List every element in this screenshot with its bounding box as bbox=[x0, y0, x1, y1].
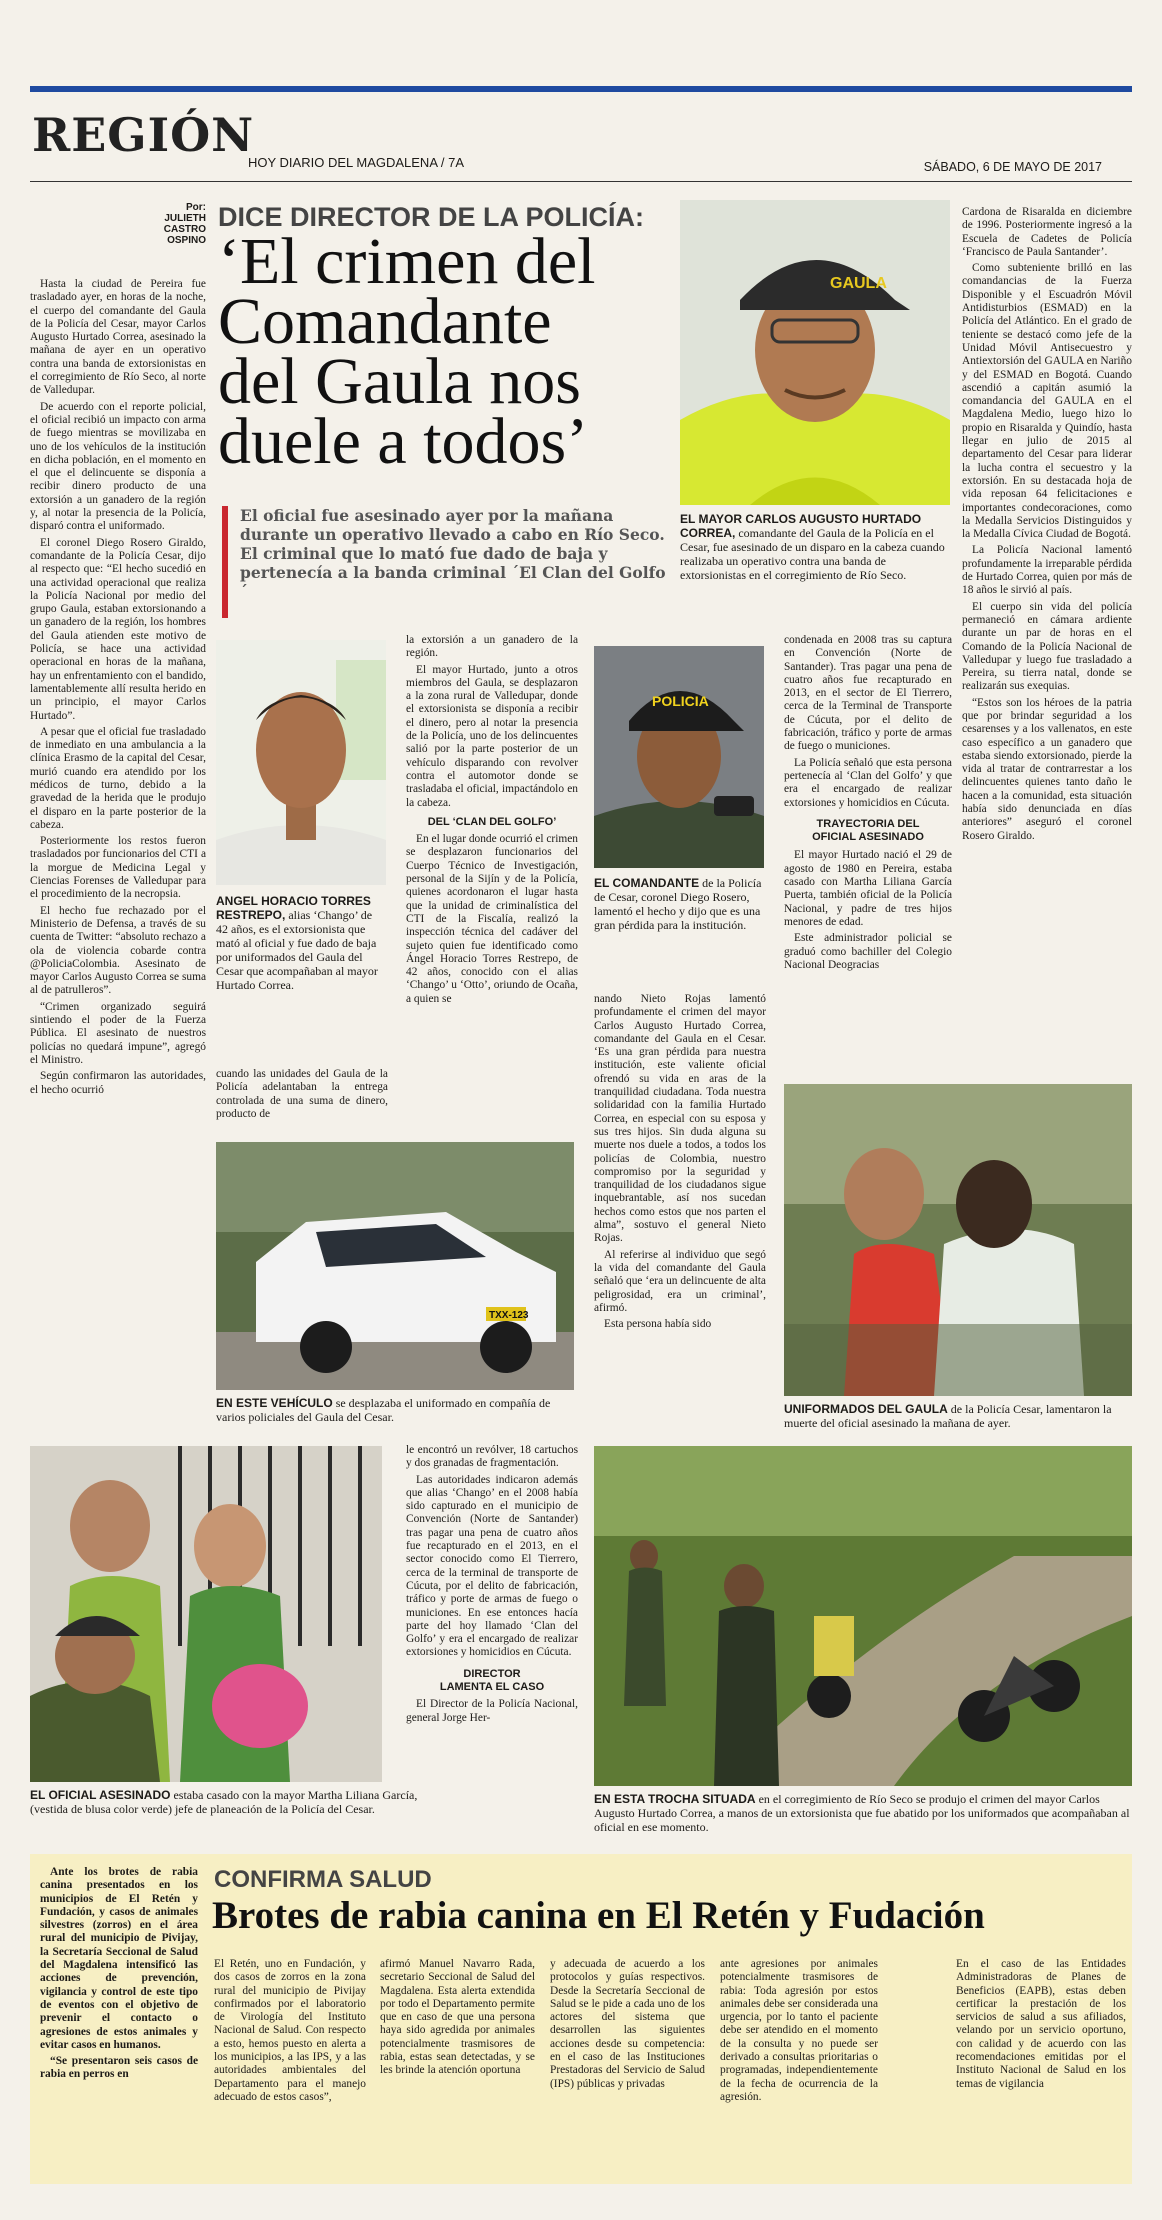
headline-line: del Gaula nos bbox=[218, 345, 581, 418]
paragraph: “Estos son los héroes de la patria que por brindar seguridad a los cesarenses y a los vallenatos, en este caso específico a un ganadero que estaba siendo extorsionado, pierde la vida al tratar de contrarrestar a los delincuentes quienes tanto daño le hacen a la comunidad, esta situación había sido denunciada en días anteriores” aseguró el coronel Rosero Giraldo. bbox=[962, 696, 1132, 842]
paragraph: Hasta la ciudad de Pereira fue trasladado ayer, en horas de la noche, el cuerpo del comandante del Gaula de la Policía del Cesar, mayor Carlos Augusto Hurtado Correa, asesinado la mañana de ayer en un operativo contra una banda de extorsionistas en el corregimiento de Río Seco, al norte de Valledupar. bbox=[30, 278, 206, 397]
rabia-column-2: afirmó Manuel Navarro Rada, secretario Seccional de Salud del Magdalena. Esta alerta extendida por todo el Departamento permite que en caso de que una persona haya sido agredida por animales potencialmente trasmisores de rabia, estas sean detectadas, y se les brinde la atención oportuna bbox=[380, 1958, 535, 2077]
paragraph: la extorsión a un ganadero de la región. bbox=[406, 634, 578, 660]
rabia-headline: Brotes de rabia canina en El Retén y Fudación bbox=[212, 1894, 985, 1937]
paragraph: Cardona de Risaralda en diciembre de 1996. Posteriormente ingresó a la Escuela de Cadetes de Policía ‘Francisco de Paula Santander’. bbox=[962, 206, 1132, 258]
paragraph: cuando las unidades del Gaula de la Policía adelantaban la entrega controlada de una suma de dinero, producto de bbox=[216, 1068, 388, 1120]
subhead-line: TRAYECTORIA DEL bbox=[816, 817, 920, 830]
paragraph: Este administrador policial se graduó como bachiller del Colegio Nacional Deogracias bbox=[784, 932, 952, 971]
body-column-2b bbox=[216, 1068, 388, 1124]
caption-text: se desplazaba el uniformado en compañía de varios policiales del Gaula del Cesar. bbox=[216, 1396, 551, 1424]
paragraph: A pesar que el oficial fue trasladado de inmediato en una ambulancia a la clínica Erasmo de la capital del Cesar, murió cuando era atendido por los médicos de turno, debido a la gravedad de la herida que le produjo el disparo en la parte posterior de la cabeza. bbox=[30, 725, 206, 831]
headline bbox=[218, 225, 596, 478]
paragraph: Las autoridades indicaron además que alias ‘Chango’ en el 2008 había sido capturado en el municipio de Convención (Norte de Santander) tras pagar una pena de cuatro años fue recapturado en el 2013, en el sector conocido como El Tierrero, cerca de la terminal de transporte de Cúcuta, por el delito de fabricación, tráfico y porte de armas de fuego o municiones. En ese entonces hacía parte del hoy llamado ‘Clan del Golfo’ y era el encargado de realizar extorsiones y homicidios en Cúcuta. bbox=[406, 1473, 578, 1659]
paragraph: Posteriormente los restos fueron trasladados por funcionarios del CTI a la morgue de Medicina Legal y Ciencias Forenses de Valledupar para el procedimiento de la necropsia. bbox=[30, 835, 206, 901]
cap-lettering: POLICIA bbox=[652, 693, 709, 709]
caption-text: estaba casado con la mayor Martha Liliana García, (vestida de blusa color verde) jefe de planeación de la Policía del Cesar. bbox=[30, 1788, 418, 1816]
body-column-6 bbox=[962, 206, 1132, 846]
rabia-column-3: y adecuada de acuerdo a los protocolos y guías respectivos. Desde la Secretaría Seccional de Salud se le pide a cada uno de los actores del sistema que desarrollen las siguientes acciones desde su competencia: en el caso de las Instituciones Prestadoras del Servicio de Salud (IPS) públicas y privadas bbox=[550, 1958, 705, 2090]
caption-lead: EN ESTA TROCHA SITUADA bbox=[594, 1792, 756, 1806]
caption-lead: EL OFICIAL ASESINADO bbox=[30, 1788, 171, 1802]
photo-mayor bbox=[680, 200, 950, 505]
byline-line: CASTRO bbox=[163, 224, 206, 235]
caption-text: comandante del Gaula de la Policía en el Cesar, fue asesinado de un disparo en la cabeza cuando realizaba un operativo contra una banda de extorsionistas en el corregimiento de Río Seco. bbox=[680, 526, 945, 582]
issue-date: SÁBADO, 6 DE MAYO DE 2017 bbox=[923, 160, 1102, 174]
byline bbox=[156, 202, 206, 246]
caption-oficial bbox=[30, 1788, 425, 1816]
paragraph: nando Nieto Rojas lamentó profundamente el crimen del mayor Carlos Augusto Hurtado Correa, comandante del Gaula en el Cesar. ‘Es una gran pérdida para nuestra institución, este valiente oficial ofrendó su vida en aras de la tranquilidad ciudadana. Toda nuestra solidaridad con la familia Hurtado Correa, en especial con su esposa y sus tres hijos. Sin duda alguna su muerte nos duele a todos, a todos los policías de Colombia, nuestro compromiso por la seguridad y tranquilidad de los ciudadanos sigue inquebrantable, así nos sucedan hechos como estos que nos parten el alma”, sostuvo el general Nieto Rojas. bbox=[594, 993, 766, 1245]
paragraph: Según confirmaron las autoridades, el hecho ocurrió bbox=[30, 1070, 206, 1096]
paragraph: El cuerpo sin vida del policía permaneció en cámara ardiente durante un par de horas en el Comando de la Policía Nacional de Valledupar y luego fue trasladado a Pereira, su tierra natal, donde se realizarán sus exequias. bbox=[962, 600, 1132, 693]
subhead bbox=[406, 1668, 578, 1695]
paragraph: La Policía Nacional lamentó profundamente la irreparable pérdida de Hurtado Correa, quien por más de 18 años le sirvió al país. bbox=[962, 544, 1132, 597]
body-column-3 bbox=[406, 634, 578, 1009]
subhead-line: OFICIAL ASESINADO bbox=[812, 831, 924, 844]
subhead: DEL ‘CLAN DEL GOLFO’ bbox=[427, 815, 557, 828]
photo-angel bbox=[216, 640, 386, 885]
body-column-4 bbox=[594, 993, 766, 1334]
rabia-column-1: El Retén, uno en Fundación, y dos casos de zorros en la zona rural del municipio de Pivijay confirmados por el laboratorio de Virología del Instituto Nacional de Salud. Con respecto a esto, hemos puesto en alerta a los municipios, a las IPS, y a las autoridades ambientales del Departamento para el manejo adecuado de estos casos”, bbox=[214, 1958, 366, 2103]
caption-text: de la Policía de Cesar, coronel Diego Rosero, lamentó el hecho y dijo que es una gran pérdida para la institución. bbox=[594, 876, 762, 932]
subhead bbox=[784, 818, 952, 845]
section-title: REGIÓN bbox=[32, 108, 255, 162]
paragraph: Como subteniente brilló en las comandancias de la Fuerza Disponible y el Escuadrón Móvil Antidisturbios (ESMAD) en la Policía del Atlántico. En el grado de teniente se destacó como jefe de la Unidad Móvil Antisecuestro y Antiextorsión del GAULA en Nariño y del ESMAD en Bogotá. Cuando ascendió a capitán asumió la comandancia del GAULA en el Magdalena Medio, luego hizo lo propio en Risaralda y Quindío, hasta llegar en julio de 2015 al departamento del Cesar para liderar la lucha contra el secuestro y la extorsión. En su destacada hoja de vida reposan 64 felicitaciones e importantes condecoraciones, como la Medalla Servicios Distinguidos y la Medalla Cívica Ciudad de Bogotá. bbox=[962, 262, 1132, 541]
caption-trocha bbox=[594, 1792, 1132, 1834]
caption-angel bbox=[216, 894, 386, 992]
headline-line: Comandante bbox=[218, 285, 552, 358]
plate-text: TXX-123 bbox=[489, 1310, 529, 1321]
top-rule bbox=[30, 86, 1132, 92]
header-rule bbox=[30, 181, 1132, 182]
photo-vehiculo bbox=[216, 1142, 574, 1390]
caption-text: de la Policía Cesar, lamentaron la muerte del oficial asesinado la mañana de ayer. bbox=[784, 1402, 1112, 1430]
paragraph: Ante los brotes de rabia canina presentados en los municipios de El Retén y Fundación, y casos de animales silvestres (zorros) en el área rural del municipio de Pivijay, la Secretaría Seccional de Salud del Magdalena intensificó las acciones de prevención, vigilancia y control de este tipo de eventos con el objetivo de prevenir el contacto o agresiones de estos animales y evitar casos en humanos. bbox=[40, 1866, 198, 2051]
subhead-line: DIRECTOR bbox=[463, 1667, 521, 1680]
rabia-sidebar bbox=[40, 1866, 198, 2085]
paragraph: En el lugar donde ocurrió el crimen se desplazaron funcionarios del Cuerpo Técnico de Investigación, personal de la Sijín y de la Policía, quienes acordonaron el lugar hasta que la unidad de criminalística del CTI de la Fiscalía, realizó la inspección técnica del cadáver del sujeto quien fue identificado como Ángel Horacio Torres Restrepo, de 42 años, conocido con el alias ‘Chango’ u ‘Otto’, oriundo de Ocaña, a quien se bbox=[406, 833, 578, 1005]
paragraph: El mayor Hurtado nació el 29 de agosto de 1980 en Pereira, estaba casado con Martha Liliana García Puerta, también oficial de la Policía Nacional, y padre de tres hijos menores de edad. bbox=[784, 849, 952, 928]
paragraph: Al referirse al individuo que segó la vida del comandante del Gaula señaló que ‘era un delincuente de alta peligrosidad, era un criminal’, afirmó. bbox=[594, 1248, 766, 1314]
paragraph: La Policía señaló que esta persona pertenecía al ‘Clan del Golfo’ y que era el encargado de realizar extorsiones y homicidios en Cúcuta. bbox=[784, 756, 952, 809]
caption-lead: EL COMANDANTE bbox=[594, 876, 700, 890]
caption-lead: EN ESTE VEHÍCULO bbox=[216, 1396, 333, 1410]
paragraph: le encontró un revólver, 18 cartuchos y dos granadas de fragmentación. bbox=[406, 1444, 578, 1470]
caption-text: en el corregimiento de Río Seco se produjo el crimen del mayor Carlos Augusto Hurtado Correa, a manos de un extorsionista que fue abatido por los uniformados que acompañaban al oficial en ese momento. bbox=[594, 1792, 1130, 1834]
paragraph: El Director de la Policía Nacional, general Jorge Her- bbox=[406, 1698, 578, 1724]
byline-line: JULIETH bbox=[164, 213, 206, 224]
caption-vehiculo bbox=[216, 1396, 574, 1424]
caption-comandante bbox=[594, 876, 764, 932]
byline-line: OSPINO bbox=[167, 235, 206, 246]
cap-lettering: GAULA bbox=[830, 275, 887, 292]
caption-lead: UNIFORMADOS DEL GAULA bbox=[784, 1402, 948, 1416]
photo-trocha bbox=[594, 1446, 1132, 1786]
body-column-low bbox=[406, 1444, 578, 1728]
rabia-column-4: ante agresiones por animales potencialmente trasmisores de rabia: Toda agresión por estos animales debe ser considerada una urgencia, por lo tanto el paciente debe ser atendido en el momento de la consulta y no puede ser derivado a consultas prioritarias o programadas, independientemente de la fecha de ocurrencia de la agresión. bbox=[720, 1958, 878, 2103]
caption-lead: ANGEL HORACIO TORRES RESTREPO, bbox=[216, 894, 371, 922]
paper-name: HOY DIARIO DEL MAGDALENA / 7A bbox=[248, 155, 465, 170]
caption-text: alias ‘Chango’ de 42 años, es el extorsionista que mató al oficial y fue dado de baja por uniformados del Gaula del Cesar que acompañaban al mayor Hurtado Correa. bbox=[216, 908, 378, 992]
paragraph: El coronel Diego Rosero Giraldo, comandante de la Policía Cesar, dijo al respecto que: “El hecho sucedió en una actividad operacional que realiza la Policía Nacional por medio del grupo Gaula, estaban extorsionando a un ganadero de la región, los hombres del Gaula atienden este motivo de Policía, se hace una actividad operacional en horas de la mañana, hay un enfrentamiento con el bandido, lamentablemente allí resulta herido en un principio, el mayor Carlos Hurtado”. bbox=[30, 536, 206, 722]
rabia-column-5: En el caso de las Entidades Administradoras de Planes de Beneficios (EAPB), estas deben certificar la prestación de los servicios de salud a sus afiliados, velando por un servicio oportuno, con calidad y de acuerdo con las recomendaciones emitidas por el Instituto Nacional de Salud en los temas de vigilancia bbox=[956, 1958, 1126, 2090]
body-column-5 bbox=[784, 634, 952, 975]
photo-comandante bbox=[594, 646, 764, 868]
body-column-1 bbox=[30, 278, 206, 1100]
caption-uniformados bbox=[784, 1402, 1132, 1430]
paragraph: “Se presentaron seis casos de rabia en perros en bbox=[40, 2055, 198, 2081]
paragraph: Esta persona había sido bbox=[604, 1318, 712, 1331]
caption-mayor bbox=[680, 512, 950, 582]
paragraph: De acuerdo con el reporte policial, el oficial recibió un impacto con arma de fuego mientras se movilizaba en uno de los vehículos de la institución en dicha población, en el momento en el que el delincuente se disponía a recibir dinero producto de una extorsión a un ganadero de la región y, al notar la presencia de la Policía, disparó contra el uniformado. bbox=[30, 400, 206, 533]
caption-lead: EL MAYOR CARLOS AUGUSTO HURTADO CORREA, bbox=[680, 512, 922, 540]
photo-uniformados bbox=[784, 1084, 1132, 1396]
paragraph: condenada en 2008 tras su captura en Convención (Norte de Santander). Tras pagar una pena de cuatro años fue recapturado en 2013, en el sector de El Tierrero, cerca de la Terminal de Transporte de Cúcuta, por el delito de fabricación, tráfico y porte de armas de fuego o municiones. bbox=[784, 634, 952, 753]
paragraph: El mayor Hurtado, junto a otros miembros del Gaula, se desplazaron a la zona rural de Valledupar, donde el extorsionista se disponía a recibir el dinero, pero al notar la presencia de la Policía, uno de los delincuentes salió por la parte posterior de un vehículo disparando con revolver contra el automotor donde se trasladaba el oficial, impactándolo en la cabeza. bbox=[406, 663, 578, 809]
deck-bar bbox=[222, 506, 228, 618]
rabia-kicker: CONFIRMA SALUD bbox=[214, 1866, 432, 1893]
subhead-line: LAMENTA EL CASO bbox=[439, 1681, 545, 1694]
deck: El oficial fue asesinado ayer por la mañana durante un operativo llevado a cabo en Río Seco. El criminal que lo mató fue dado de baja y pertenecía a la banda criminal ´El Clan del Golfo´ bbox=[240, 506, 666, 601]
paragraph: “Crimen organizado seguirá sintiendo el poder de la Fuerza Pública. El asesinato de nuestros policías no quedará impune”, agregó el Ministro. bbox=[30, 1000, 206, 1066]
byline-line: Por: bbox=[186, 202, 206, 213]
kicker: DICE DIRECTOR DE LA POLICÍA: bbox=[218, 202, 645, 232]
paragraph: El hecho fue rechazado por el Ministerio de Defensa, a través de su cuenta de Twitter: “absoluto rechazo a ola de violencia cobarde contra @PoliciaColombia. Asesinato de mayor Carlos Augusto Correa se suma al de patrulleros”. bbox=[30, 904, 206, 997]
headline-line: duele a todos’ bbox=[218, 405, 589, 478]
headline-line: ‘El crimen del bbox=[218, 225, 596, 298]
photo-oficial bbox=[30, 1446, 382, 1782]
